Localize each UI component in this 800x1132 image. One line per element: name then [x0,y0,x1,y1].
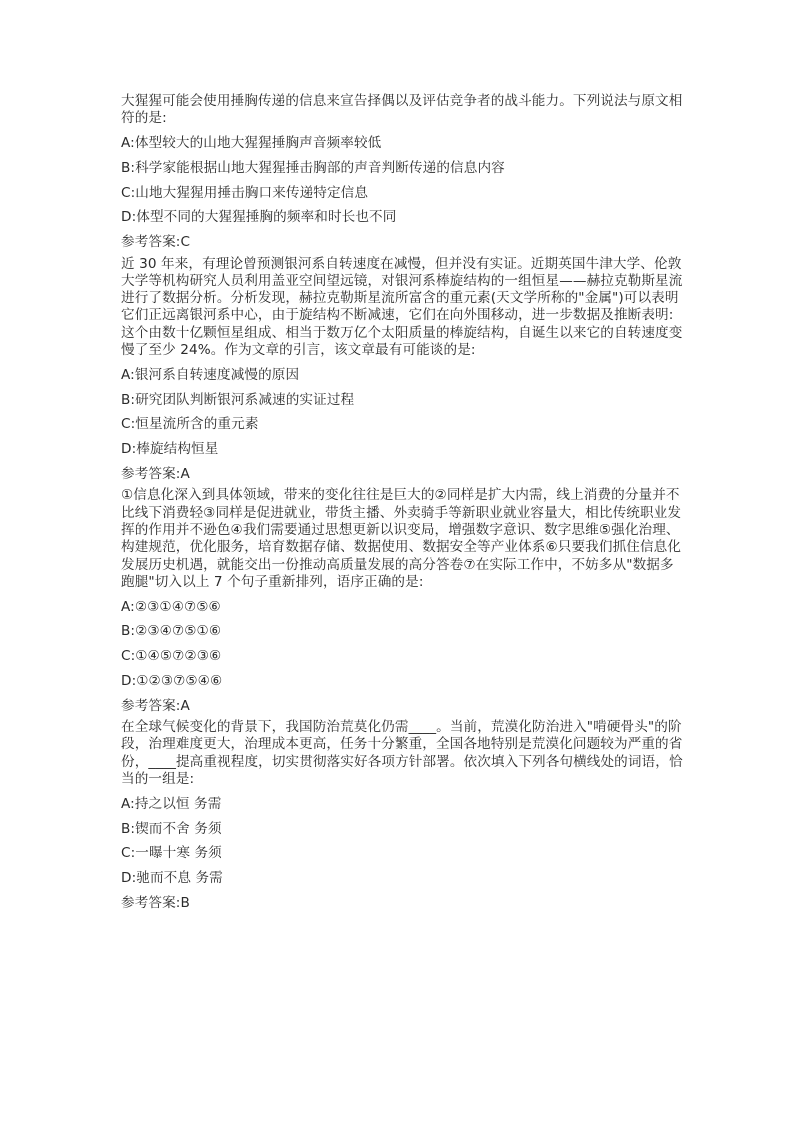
option-b: B:科学家能根据山地大猩猩捶击胸部的声音判断传递的信息内容 [121,159,505,176]
reference-answer: 参考答案:B [121,894,190,911]
option-d: D:棒旋结构恒星 [121,441,219,458]
option-c: C:一曝十寒 务须 [121,845,222,862]
option-b: B:锲而不舍 务须 [121,820,222,837]
option-a: A:银河系自转速度减慢的原因 [121,366,300,383]
question-stem: ①信息化深入到具体领域，带来的变化往往是巨大的②同样是扩大内需，线上消费的分量并不比线下消费轻③同样是促进就业，带货主播、外卖骑手等新职业就业容量大，相比传统职业发挥的作用并不逊色④我们需要通过思想更新以识变局，增强数字意识、数字思维⑤强化治理、构建规范，优化服务，培育数据存储、数据使用、数据安全等产业体系⑥只要我们抓住信息化发展历史机遇，就能交出一份推动高质量发展的高分答卷⑦在实际工作中，不妨多从"数据多跑腿"切入以上 7 个句子重新排列，语序正确的是: [121,487,682,590]
option-c: C:恒星流所含的重元素 [121,416,259,433]
question-2 [121,256,687,484]
option-b: B:研究团队判断银河系减速的实证过程 [121,391,355,408]
question-stem: 近 30 年来，有理论曾预测银河系自转速度在减慢，但并没有实证。近期英国牛津大学、伦敦大学等机构研究人员利用盖亚空间望远镜，对银河系棒旋结构的一组恒星——赫拉克勒斯星流进行了数据分析。分析发现，赫拉克勒斯星流所富含的重元素(天文学所称的"金属")可以表明它们正远离银河系中心，由于旋结构不断减速，它们在向外围移动，进一步数据及推断表明:这个由数十亿颗恒星组成、相当于数万亿个太阳质量的棒旋结构，自诞生以来它的自转速度变慢了至少 24%。作为文章的引言，该文章最有可能谈的是: [121,255,683,359]
question-1 [121,93,687,252]
question-stem: 在全球气候变化的背景下，我国防治荒莫化仍需____。当前，荒漠化防治进入"啃硬骨头"的阶段，治理难度更大，治理成本更高，任务十分繁重，全国各地特别是荒漠化问题较为严重的省份，____提高重视程度，切实贯彻落实好各项方针部署。依次填入下列各句横线处的词语，恰当的一组是: [121,719,683,787]
question-3 [121,487,687,715]
document-body [121,93,687,912]
option-b: B:②③④⑦⑤①⑥ [121,623,222,640]
reference-answer: 参考答案:A [121,697,190,714]
question-stem: 大猩猩可能会使用捶胸传递的信息来宣告择偶以及评估竞争者的战斗能力。下列说法与原文相符的是: [121,93,683,127]
option-d: D:驰而不息 务需 [121,870,223,887]
option-a: A:体型较大的山地大猩猩捶胸声音频率较低 [121,135,382,152]
option-a: A:②③①④⑦⑤⑥ [121,598,221,615]
option-d: D:①②③⑦⑤④⑥ [121,673,223,690]
option-d: D:体型不同的大猩猩捶胸的频率和时长也不同 [121,209,397,226]
question-4 [121,719,687,912]
reference-answer: 参考答案:C [121,234,191,251]
reference-answer: 参考答案:A [121,466,190,483]
option-a: A:持之以恒 务需 [121,795,222,812]
option-c: C:①④⑤⑦②③⑥ [121,648,222,665]
option-c: C:山地大猩猩用捶击胸口来传递特定信息 [121,184,369,201]
